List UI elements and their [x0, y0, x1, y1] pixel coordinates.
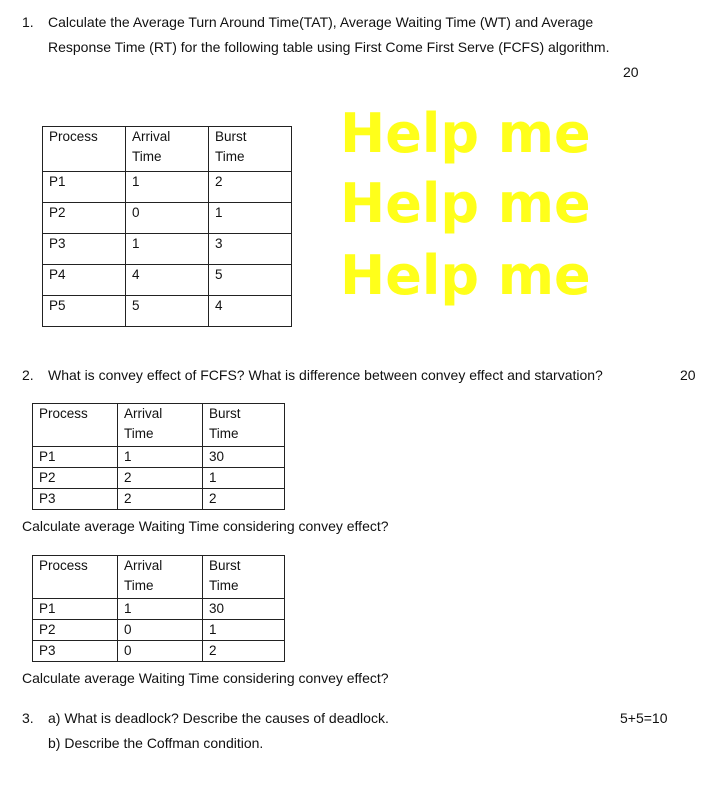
cell-process: P4 — [43, 265, 126, 296]
q1-marks: 20 — [623, 64, 639, 80]
help-me-overlay-1: Help me — [340, 102, 591, 165]
cell-process: P3 — [33, 489, 118, 510]
header-process: Process — [43, 127, 126, 172]
cell-process: P1 — [43, 172, 126, 203]
cell-process: P1 — [33, 599, 118, 620]
cell-burst: 2 — [203, 641, 285, 662]
cell-arrival: 0 — [126, 203, 209, 234]
cell-burst: 5 — [209, 265, 292, 296]
header-burst-time: Burst Time — [203, 404, 285, 447]
cell-process: P2 — [43, 203, 126, 234]
table-header-row — [43, 127, 292, 172]
q3-number: 3. — [22, 710, 34, 726]
header-burst-time: Burst Time — [209, 127, 292, 172]
q3-part-b: b) Describe the Coffman condition. — [48, 735, 264, 751]
header-process: Process — [33, 556, 118, 599]
cell-burst: 3 — [209, 234, 292, 265]
q2-caption-a: Calculate average Waiting Time considering convey effect? — [22, 518, 389, 534]
table-row — [33, 641, 285, 662]
table-row — [43, 234, 292, 265]
header-arrival-time: Arrival Time — [118, 404, 203, 447]
cell-arrival: 1 — [118, 447, 203, 468]
table-row — [33, 468, 285, 489]
q1-text-line1: Calculate the Average Turn Around Time(TAT), Average Waiting Time (WT) and Average — [48, 14, 594, 30]
cell-arrival: 4 — [126, 265, 209, 296]
table-row — [43, 172, 292, 203]
cell-arrival: 1 — [126, 234, 209, 265]
cell-burst: 2 — [209, 172, 292, 203]
cell-burst: 1 — [209, 203, 292, 234]
header-arrival-time: Arrival Time — [118, 556, 203, 599]
cell-burst: 1 — [203, 468, 285, 489]
q3-part-a: a) What is deadlock? Describe the causes of deadlock. — [48, 710, 389, 726]
cell-process: P5 — [43, 296, 126, 327]
cell-burst: 30 — [203, 599, 285, 620]
table-row — [43, 296, 292, 327]
cell-arrival: 0 — [118, 641, 203, 662]
cell-arrival: 2 — [118, 489, 203, 510]
q1-process-table — [42, 126, 292, 327]
q3-marks: 5+5=10 — [620, 710, 668, 726]
header-process: Process — [33, 404, 118, 447]
table-row — [33, 620, 285, 641]
table-row — [33, 599, 285, 620]
cell-process: P3 — [43, 234, 126, 265]
q1-text-line2: Response Time (RT) for the following table using First Come First Serve (FCFS) algorithm. — [48, 39, 610, 55]
cell-burst: 4 — [209, 296, 292, 327]
cell-burst: 1 — [203, 620, 285, 641]
cell-arrival: 5 — [126, 296, 209, 327]
cell-process: P3 — [33, 641, 118, 662]
help-me-overlay-3: Help me — [340, 244, 591, 307]
cell-burst: 2 — [203, 489, 285, 510]
q1-number: 1. — [22, 14, 34, 30]
cell-arrival: 2 — [118, 468, 203, 489]
header-arrival-time: Arrival Time — [126, 127, 209, 172]
q2-text: What is convey effect of FCFS? What is difference between convey effect and starvation? — [48, 367, 603, 383]
cell-process: P2 — [33, 468, 118, 489]
table-header-row — [33, 404, 285, 447]
header-burst-time: Burst Time — [203, 556, 285, 599]
table-row — [33, 489, 285, 510]
help-me-overlay-2: Help me — [340, 172, 591, 235]
q2-marks: 20 — [680, 367, 696, 383]
q2-table-b — [32, 555, 285, 662]
cell-arrival: 1 — [126, 172, 209, 203]
table-row — [43, 265, 292, 296]
cell-burst: 30 — [203, 447, 285, 468]
cell-arrival: 1 — [118, 599, 203, 620]
cell-arrival: 0 — [118, 620, 203, 641]
table-header-row — [33, 556, 285, 599]
q2-number: 2. — [22, 367, 34, 383]
table-row — [43, 203, 292, 234]
cell-process: P1 — [33, 447, 118, 468]
q2-table-a — [32, 403, 285, 510]
table-row — [33, 447, 285, 468]
cell-process: P2 — [33, 620, 118, 641]
q2-caption-b: Calculate average Waiting Time considering convey effect? — [22, 670, 389, 686]
